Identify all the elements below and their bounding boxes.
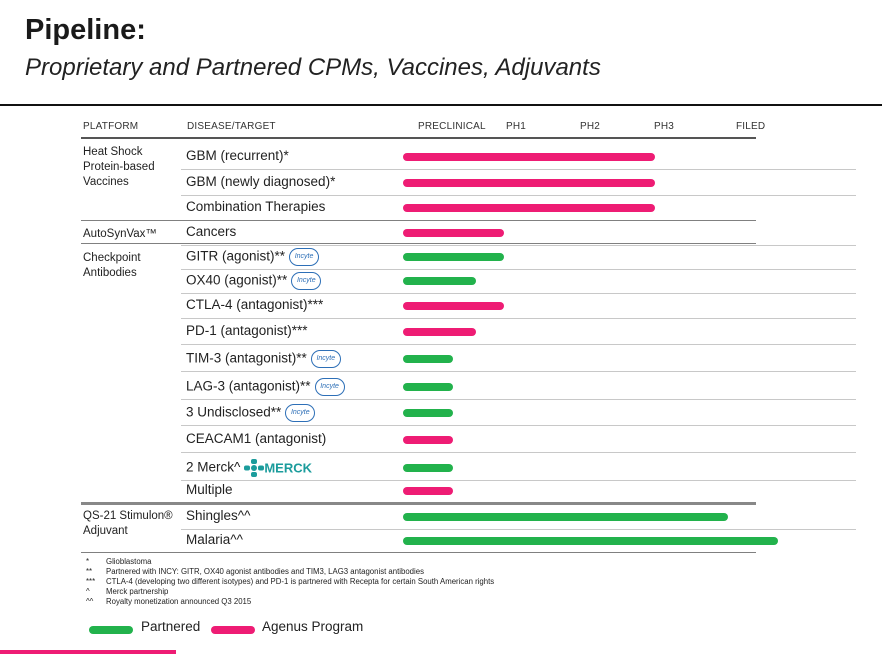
footnote: ** Partnered with INCY: GITR, OX40 agonist antibodies and TIM3, LAG3 antagonist antibodies xyxy=(86,567,424,576)
pipeline-bar xyxy=(403,464,453,472)
row-divider xyxy=(181,344,856,345)
target-text: Malaria^^ xyxy=(186,532,243,547)
footer-accent-bar xyxy=(0,650,176,654)
target-label xyxy=(186,148,289,163)
pipeline-bar xyxy=(403,409,453,417)
incyte-logo-icon: Incyte xyxy=(289,248,319,266)
target-label xyxy=(186,482,233,497)
pipeline-bar xyxy=(403,153,655,161)
platform-checkpoint: Checkpoint Antibodies xyxy=(83,252,141,279)
target-label xyxy=(186,323,308,338)
target-label xyxy=(186,174,335,189)
incyte-logo-icon: Incyte xyxy=(315,378,345,396)
footnotes xyxy=(86,557,494,607)
pipeline-bar xyxy=(403,355,453,363)
section-divider xyxy=(81,220,756,221)
incyte-logo-icon: Incyte xyxy=(285,404,315,422)
pipeline-bar xyxy=(403,253,504,261)
page-title: Pipeline: xyxy=(25,14,146,46)
header-divider xyxy=(81,137,756,139)
target-label xyxy=(186,297,323,312)
pipeline-bar xyxy=(403,537,778,545)
pipeline-bar xyxy=(403,229,504,237)
target-text: CEACAM1 (antagonist) xyxy=(186,431,327,446)
target-text: TIM-3 (antagonist)** xyxy=(186,350,307,366)
title-divider xyxy=(0,104,882,106)
section-divider xyxy=(81,552,756,553)
target-text: Shingles^^ xyxy=(186,508,251,523)
target-label xyxy=(186,199,325,214)
row-divider xyxy=(181,169,856,170)
target-label xyxy=(186,404,315,422)
legend-partnered-swatch xyxy=(89,626,133,634)
target-label xyxy=(186,378,345,396)
footnote: * Glioblastoma xyxy=(86,557,152,566)
pipeline-bar xyxy=(403,302,504,310)
row-divider xyxy=(181,371,856,372)
target-label xyxy=(186,532,243,547)
row-divider xyxy=(181,195,856,196)
target-text: OX40 (agonist)** xyxy=(186,272,288,288)
pipeline-bar xyxy=(403,204,655,212)
footnote: ^ Merck partnership xyxy=(86,587,169,596)
platform-qs21: QS-21 Stimulon® Adjuvant xyxy=(83,510,173,537)
target-label xyxy=(186,431,326,446)
header-filed: FILED xyxy=(736,121,766,132)
target-text: Cancers xyxy=(186,224,237,239)
platform-autosynvax: AutoSynVax™ xyxy=(83,228,157,240)
target-label xyxy=(186,350,341,368)
target-label xyxy=(186,508,250,523)
pipeline-bar xyxy=(403,328,476,336)
header-ph1: PH1 xyxy=(506,121,527,132)
row-divider xyxy=(181,399,856,400)
target-text: GBM (recurrent)* xyxy=(186,148,289,163)
target-label xyxy=(186,272,321,290)
incyte-logo-icon: Incyte xyxy=(311,350,341,368)
footnote: ^^ Royalty monetization announced Q3 2015 xyxy=(86,597,252,606)
footnote: *** CTLA-4 (developing two different isotypes) and PD-1 is partnered with Recepta for certain South American rights xyxy=(86,577,495,586)
pipeline-bar xyxy=(403,277,476,285)
merck-logo-text: MERCK xyxy=(264,460,313,476)
target-text: Combination Therapies xyxy=(186,199,326,214)
row-divider xyxy=(181,269,856,270)
row-divider xyxy=(181,529,856,530)
section-divider xyxy=(81,502,756,505)
header-ph2: PH2 xyxy=(580,121,601,132)
pipeline-bar xyxy=(403,487,453,495)
header-platform: PLATFORM xyxy=(83,121,139,132)
target-text: CTLA-4 (antagonist)*** xyxy=(186,297,324,312)
legend-agenus-swatch xyxy=(211,626,255,634)
target-label xyxy=(186,224,236,239)
merck-logo-icon xyxy=(244,459,312,477)
pipeline-bar xyxy=(403,383,453,391)
platform-hsp: Heat Shock Protein-based Vaccines xyxy=(83,146,155,188)
row-divider xyxy=(181,318,856,319)
page-subtitle: Proprietary and Partnered CPMs, Vaccines, Adjuvants xyxy=(25,54,601,81)
target-text: GBM (newly diagnosed)* xyxy=(186,174,336,189)
target-text: 3 Undisclosed** xyxy=(186,404,282,420)
target-label xyxy=(186,248,319,266)
header-preclinical: PRECLINICAL xyxy=(418,121,486,132)
target-text: PD-1 (antagonist)*** xyxy=(186,323,308,338)
row-divider xyxy=(181,293,856,294)
row-divider xyxy=(181,245,856,246)
header-disease: DISEASE/TARGET xyxy=(187,121,276,132)
legend-agenus-label: Agenus Program xyxy=(262,619,364,634)
row-divider xyxy=(181,480,856,481)
target-text: GITR (agonist)** xyxy=(186,248,286,264)
section-divider xyxy=(81,243,756,244)
target-text: LAG-3 (antagonist)** xyxy=(186,378,311,394)
target-label xyxy=(186,459,312,477)
target-text: Multiple xyxy=(186,482,233,497)
pipeline-bar xyxy=(403,436,453,444)
row-divider xyxy=(181,425,856,426)
legend-partnered-label: Partnered xyxy=(141,619,201,634)
incyte-logo-icon: Incyte xyxy=(291,272,321,290)
pipeline-bar xyxy=(403,513,728,521)
pipeline-bar xyxy=(403,179,655,187)
header-ph3: PH3 xyxy=(654,121,675,132)
row-divider xyxy=(181,452,856,453)
target-text: 2 Merck^ xyxy=(186,459,241,475)
